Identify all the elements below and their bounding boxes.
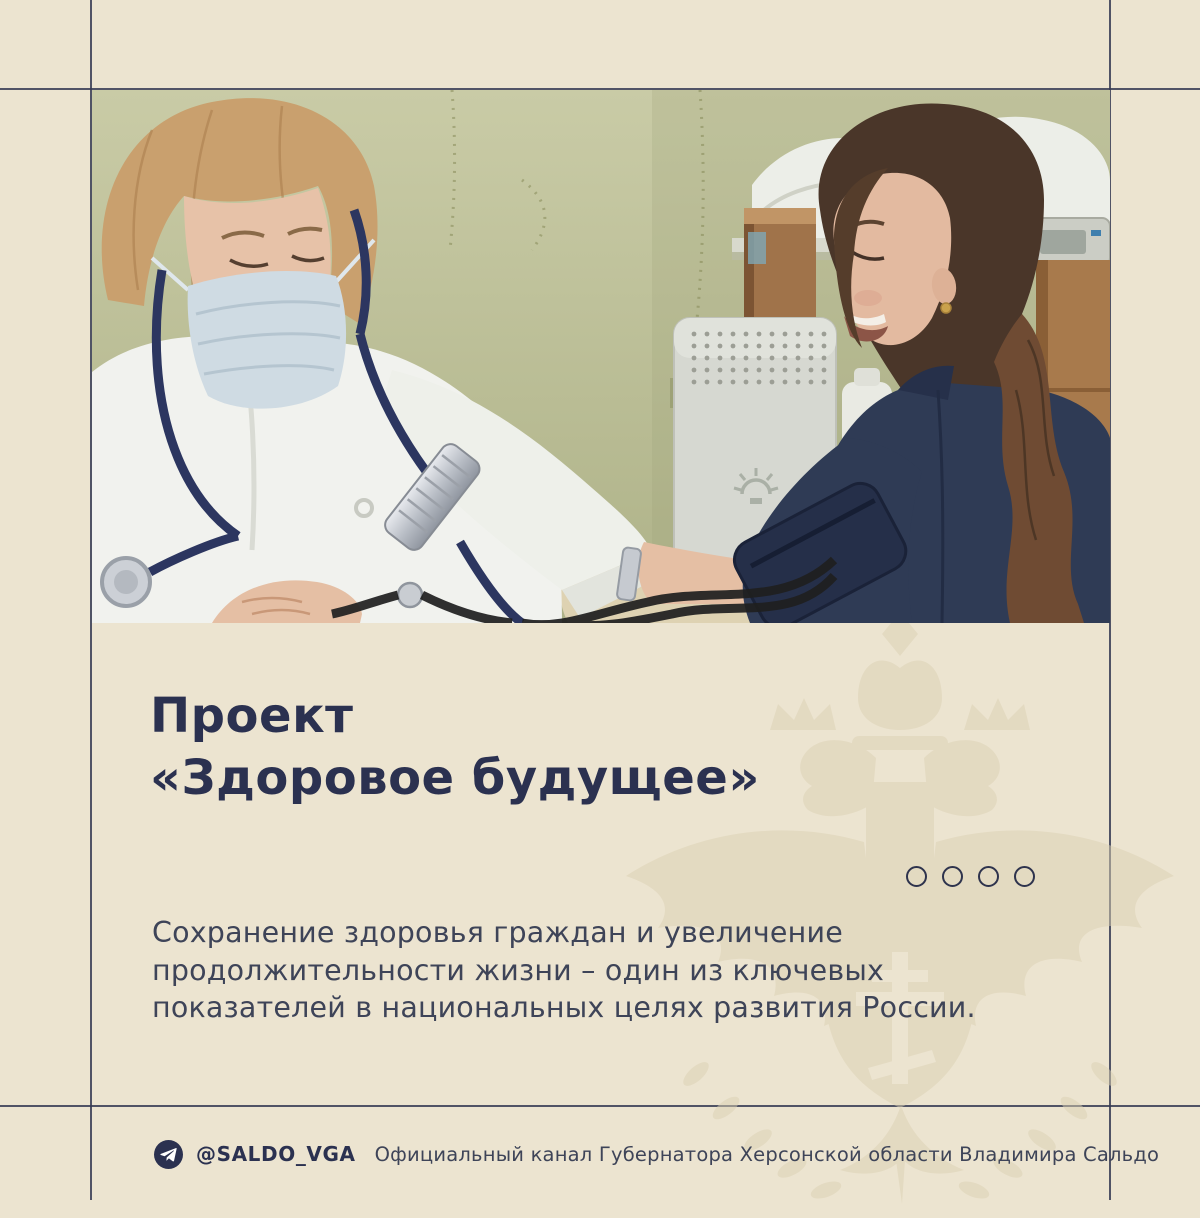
post-title-line1: Проект xyxy=(150,688,354,744)
photo-illustration xyxy=(92,90,1110,623)
channel-description: Официальный канал Губернатора Херсонской области Владимира Сальдо xyxy=(374,1142,1160,1166)
photo xyxy=(92,90,1110,623)
carousel-dots xyxy=(906,866,1035,887)
post-title xyxy=(150,685,760,809)
channel-handle[interactable]: @SALDO_VGA xyxy=(196,1142,356,1166)
carousel-dot[interactable] xyxy=(978,866,999,887)
post-body-line1: Сохранение здоровья граждан и увеличение xyxy=(152,916,843,949)
carousel-dot[interactable] xyxy=(942,866,963,887)
post-body-line3: показателей в национальных целях развития России. xyxy=(152,991,976,1024)
carousel-dot[interactable] xyxy=(906,866,927,887)
post-title-line2: «Здоровое будущее» xyxy=(150,750,760,806)
post-body xyxy=(152,914,1012,1027)
post-body-line2: продолжительности жизни – один из ключевых xyxy=(152,953,885,987)
telegram-icon[interactable] xyxy=(154,1140,183,1169)
footer xyxy=(154,1139,1159,1169)
carousel-dot[interactable] xyxy=(1014,866,1035,887)
